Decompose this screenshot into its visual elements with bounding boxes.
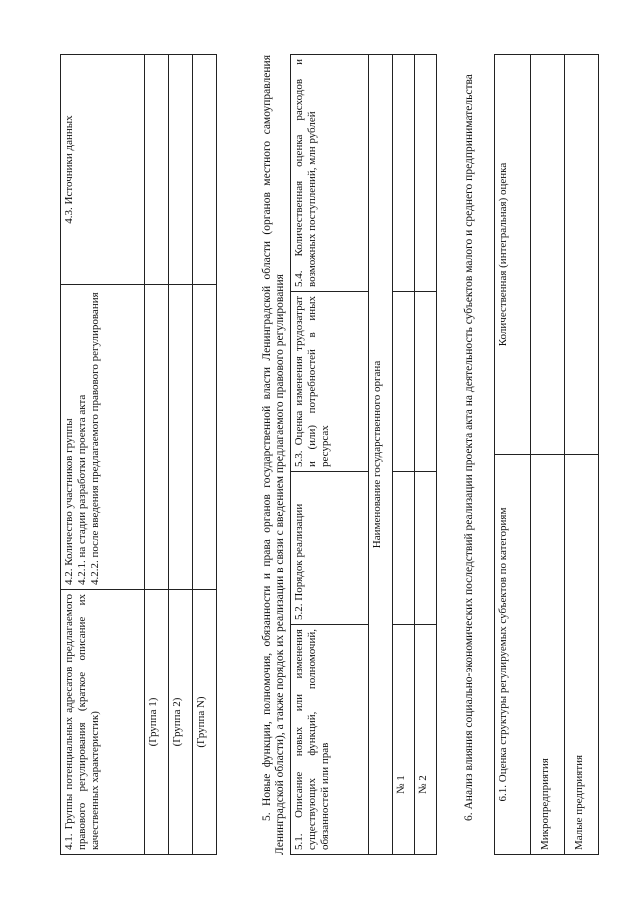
table-row: № 1 (393, 55, 415, 855)
s5-header-description: 5.1. Описание новых или изменения существующих функций, полномочий, обязанностей или прав (291, 625, 369, 855)
table-row: Микропредприятия (531, 55, 565, 855)
s4-header-sources: 4.3. Источники данных (61, 55, 145, 285)
table-row: (Группа N) (193, 55, 217, 855)
s5-header-order: 5.2. Порядок реализации (291, 472, 369, 625)
s6-header-assessment: Количественная (интегральная) оценка (495, 55, 531, 455)
table-row: (Группа 2) (169, 55, 193, 855)
table-row: (Группа 1) (145, 55, 169, 855)
s5-span-row: Наименование государственного органа (369, 55, 393, 855)
section6-intro: 6. Анализ влияния социально-экономических последствий реализации проекта акта на деятельность субъектов малого и среднего предпринимательства (463, 74, 475, 821)
s4-header-count: 4.2. Количество участников группы 4.2.1. на стадии разработки проекта акта 4.2.2. после введения предлагаемого правового регулирования (61, 285, 145, 590)
section5-table (290, 54, 437, 855)
table-row: № 2 (415, 55, 437, 855)
s5-header-labor: 5.3. Оценка изменения трудозатрат и (или) потребностей в иных ресурсах (291, 292, 369, 472)
section5-intro: 5. Новые функции, полномочия, обязанности и права органов государственной власти Ленинградской области (органов местного самоуправления Ленинградской области), а также порядок их реализации в связи с введением предлагаемого правового регулирования (261, 55, 286, 855)
section4-table (60, 54, 217, 855)
table-row: Малые предприятия (565, 55, 599, 855)
s6-header-structure: 6.1. Оценка структуры регулируемых субъектов по категориям (495, 455, 531, 855)
s4-header-groups: 4.1. Группы потенциальных адресатов предлагаемого правового регулирования (краткое описание их качественных характеристик) (61, 590, 145, 855)
s5-header-costs: 5.4. Количественная оценка расходов и возможных поступлений, млн рублей (291, 55, 369, 292)
rotated-page-content (60, 55, 620, 855)
section6-table (494, 54, 599, 855)
